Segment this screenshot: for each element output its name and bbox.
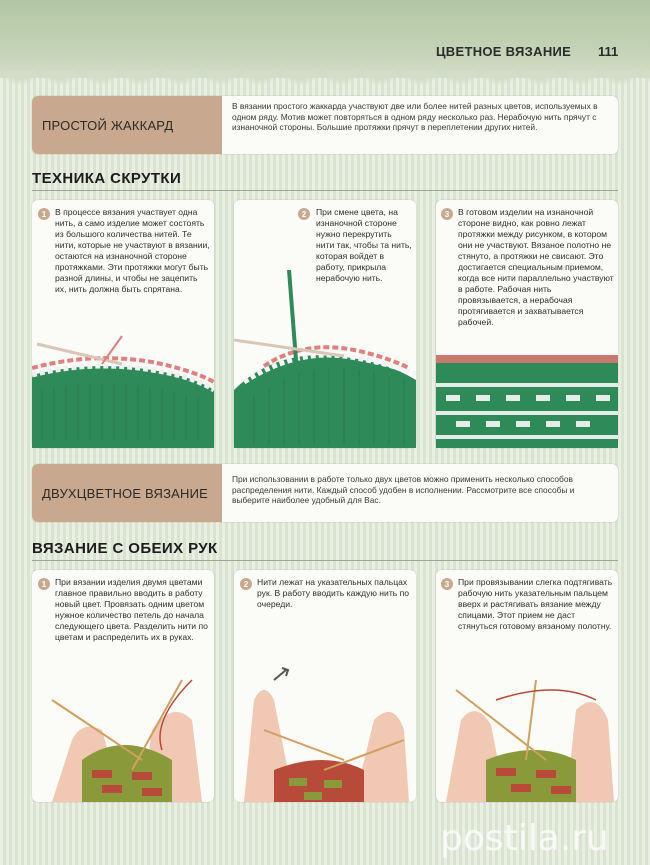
watermark-logo: postila.ru — [440, 818, 609, 859]
step-text-twist-2: При смене цвета, на изнаночной стороне нужно перекрутить нити так, чтобы та нить, которая войдет в работу, прикрыла нерабочую нить. — [316, 207, 412, 283]
section-rule — [32, 190, 618, 191]
section-title-twisting: ТЕХНИКА СКРУТКИ — [32, 170, 182, 187]
twocolor-box-label: ДВУХЦВЕТНОЕ ВЯЗАНИЕ — [32, 464, 222, 522]
knitting-fabric-illustration-2 — [234, 270, 416, 448]
hands-knitting-photo-3 — [436, 660, 618, 802]
hands-knitting-photo-1 — [32, 660, 214, 802]
jacquard-box-text: В вязании простого жаккарда участвуют две или более нитей разных цветов, используемых в одном ряду. Мотив может повторяться в одном ряду несколько раз. Нерабочую нить прячут с изнаночной стороны. Большие протяжки прячут в переплетении других нитей. — [232, 101, 598, 133]
step-number-badge: 3 — [441, 578, 453, 590]
twocolor-box-text: При использовании в работе только двух цветов можно применить несколько способов распределения нити. Каждый способ удобен в исполнении. Рассмотрите все способы и выберите наиболее удобный для Вас. — [232, 474, 575, 506]
step-text-hands-3: При провязывании слегка подтягивать рабочую нить указательным пальцем вверх и растягивать вязание между спицами. Этот прием не даст стянуться готовому вязаному полотну. — [458, 577, 613, 631]
section-rule — [32, 560, 618, 561]
step-text-hands-2: Нити лежат на указательных пальцах рук. В работу вводить каждую нить по очереди. — [257, 577, 410, 609]
step-number-badge: 3 — [441, 208, 453, 220]
page-header-title: ЦВЕТНОЕ ВЯЗАНИЕ — [436, 44, 572, 59]
section-title-both-hands: ВЯЗАНИЕ С ОБЕИХ РУК — [32, 540, 218, 557]
page-number: 111 — [598, 44, 619, 59]
step-text-twist-3: В готовом изделии на изнаночной стороне видно, как ровно лежат протяжки между рисунком, в котором они не участвуют. Вязаное полотно не стянуто, а протяжки не свисают. Это достигается специальным приемом, когда все нити параллельно участвуют в работе. Рабочая нить провязывается, а нерабочая протягивается и захватывается рабочей. — [458, 207, 614, 327]
step-number-badge: 1 — [38, 578, 50, 590]
step-number-badge: 2 — [298, 208, 310, 220]
step-text-hands-1: При вязании изделия двумя цветами главное правильно вводить в работу новый цвет. Провязать одним цветом нужное количество петель до начала следующего цвета. Разделить нити по цветам и распределить их в руках. — [55, 577, 208, 642]
hands-knitting-photo-2 — [234, 660, 416, 802]
header-band — [0, 0, 650, 78]
knitting-fabric-illustration-1 — [32, 330, 214, 448]
step-text-twist-1: В процессе вязания участвует одна нить, а само изделие может состоять из большого количества нитей. Те нити, которые не участвуют в вязании, остаются на изнаночной стороне протяжками. Эти протяжки могут быть разной длины, и чтобы не зацепить их, нить должна быть спрятана. — [55, 207, 210, 294]
step-number-badge: 1 — [38, 208, 50, 220]
step-number-badge: 2 — [240, 578, 252, 590]
jacquard-box-label: ПРОСТОЙ ЖАККАРД — [32, 96, 222, 154]
jacquard-reverse-illustration — [436, 355, 618, 448]
